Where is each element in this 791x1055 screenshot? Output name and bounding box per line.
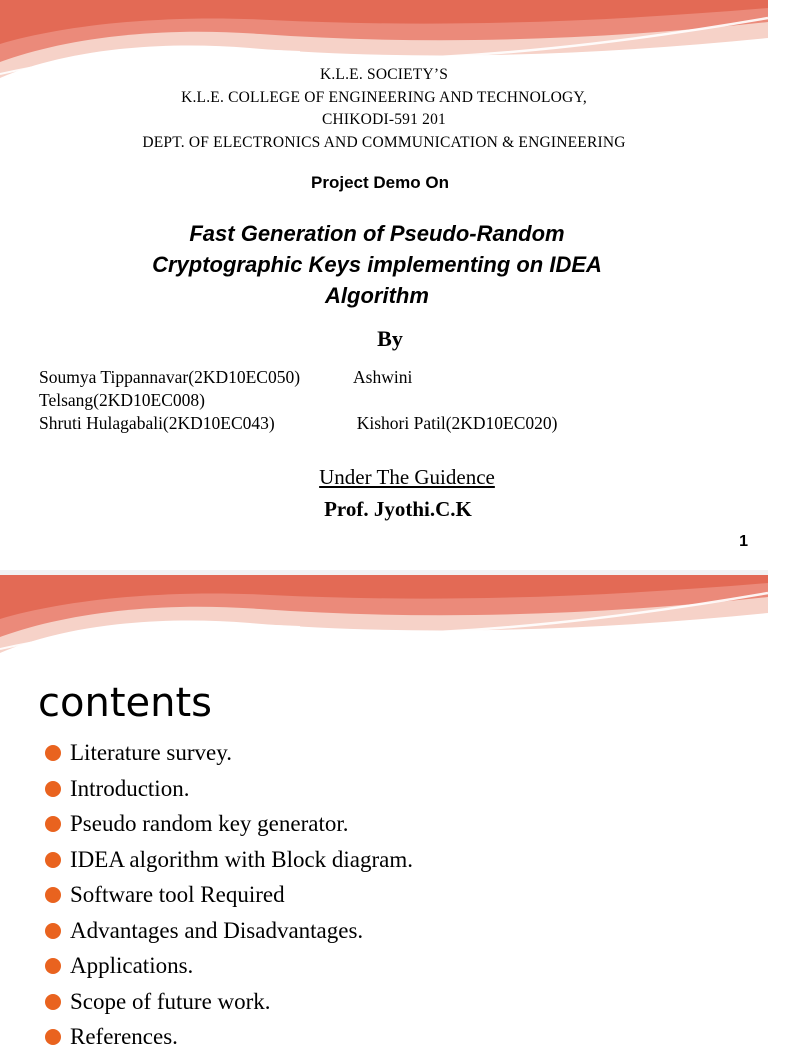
bullet-icon <box>45 887 61 903</box>
author-3: Shruti Hulagabali(2KD10EC043) <box>39 413 275 433</box>
address-line: CHIKODI-591 201 <box>322 111 446 128</box>
bullet-icon <box>45 745 61 761</box>
institution-header <box>0 64 768 154</box>
list-item <box>45 842 413 878</box>
by-label: By <box>377 326 403 351</box>
author-1: Soumya Tippannavar(2KD10EC050) <box>39 367 301 387</box>
list-item-label: Applications. <box>70 953 194 978</box>
bullet-icon <box>45 781 61 797</box>
author-4: Kishori Patil(2KD10EC020) <box>356 413 558 433</box>
project-title <box>0 218 761 311</box>
authors-block <box>39 366 719 435</box>
list-item <box>45 771 413 807</box>
list-item <box>45 735 413 771</box>
list-item-label: Pseudo random key generator. <box>70 811 349 836</box>
society-line: K.L.E. SOCIETY’S <box>319 66 449 83</box>
title-line-3: Algorithm <box>325 283 429 308</box>
list-item-label: Scope of future work. <box>70 988 271 1014</box>
list-item <box>45 877 413 913</box>
department-line: DEPT. OF ELECTRONICS AND COMMUNICATION & ENGINEERING <box>142 133 626 151</box>
title-line-2: Cryptographic Keys implementing on IDEA <box>152 252 602 277</box>
bullet-icon <box>45 1029 61 1045</box>
list-item <box>45 984 413 1020</box>
title-line-1: Fast Generation of Pseudo-Random <box>189 221 565 246</box>
author-row-3 <box>39 412 719 435</box>
guidance-text: Under The Guidence <box>319 465 495 489</box>
list-item-label: References. <box>70 1024 178 1049</box>
bullet-icon <box>45 852 61 868</box>
list-item-label: IDEA algorithm with Block diagram. <box>70 846 414 872</box>
bullet-icon <box>45 923 61 939</box>
list-item-label: Advantages and Disadvantages. <box>70 917 364 943</box>
list-item-label: Software tool Required <box>70 882 285 907</box>
list-item-label: Literature survey. <box>70 740 232 765</box>
contents-list <box>45 735 413 1055</box>
decorative-banner <box>0 575 768 665</box>
professor-name: Prof. Jyothi.C.K <box>324 497 472 521</box>
contents-heading: contents <box>38 680 212 726</box>
guidance-label <box>23 465 791 490</box>
list-item-label: Introduction. <box>70 775 190 801</box>
bullet-icon <box>45 816 61 832</box>
author-2-last: Telsang(2KD10EC008) <box>39 390 205 410</box>
list-item <box>45 1019 413 1055</box>
list-item <box>45 948 413 984</box>
bullet-icon <box>45 958 61 974</box>
demo-label: Project Demo On <box>311 173 449 192</box>
author-row-2 <box>39 389 719 412</box>
page-number: 1 <box>739 533 748 550</box>
list-item <box>45 806 413 842</box>
contents-slide <box>0 575 768 1049</box>
list-item <box>45 913 413 949</box>
author-row-1 <box>39 366 719 389</box>
bullet-icon <box>45 994 61 1010</box>
college-line: K.L.E. COLLEGE OF ENGINEERING AND TECHNOLOGY, <box>181 88 587 106</box>
author-2-first: Ashwini <box>353 367 413 387</box>
